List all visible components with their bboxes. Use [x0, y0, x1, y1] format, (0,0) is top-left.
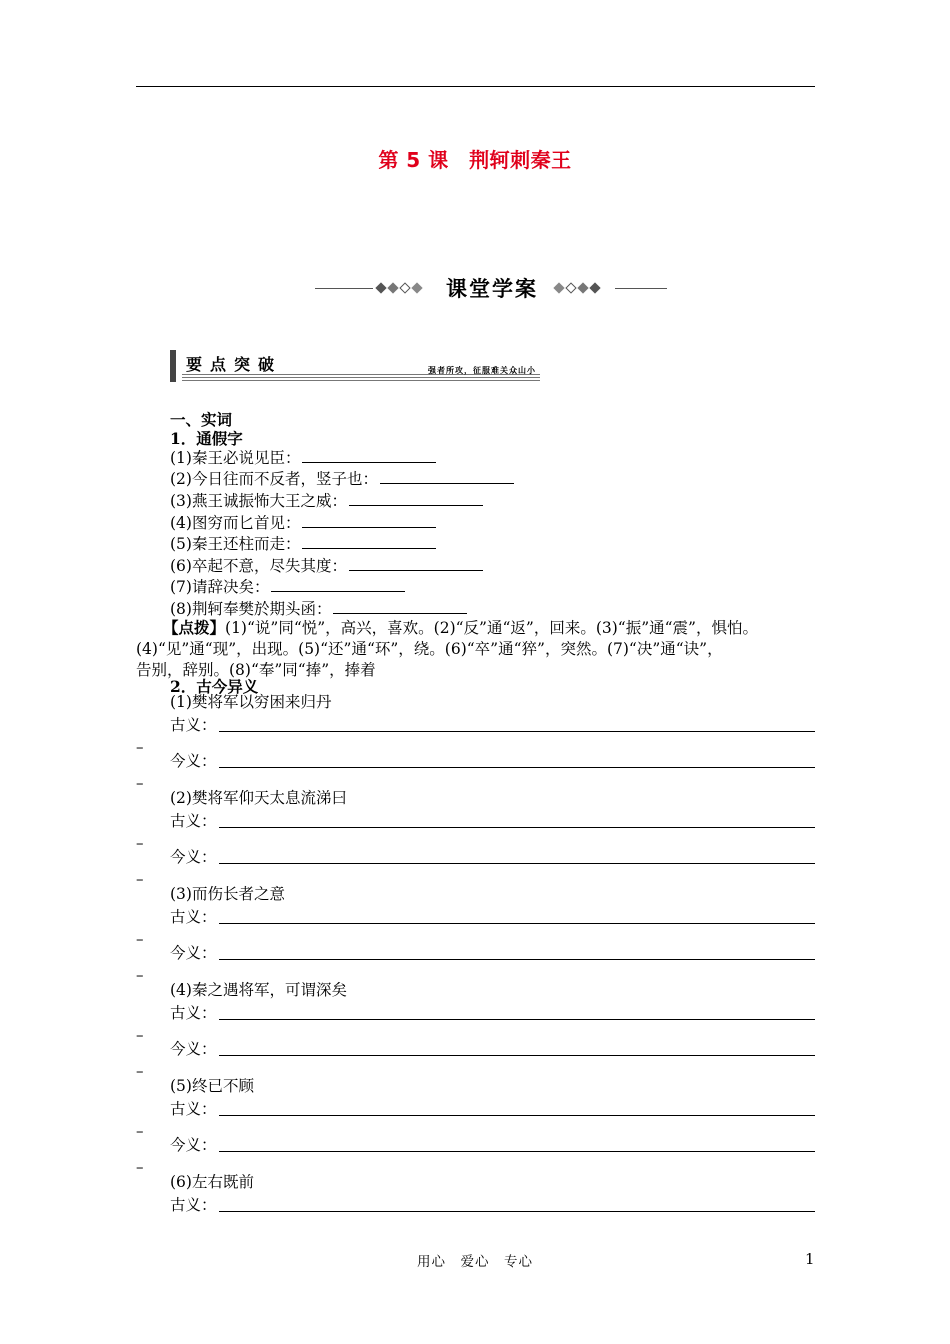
- answer-blank[interactable]: [302, 534, 436, 549]
- banner-ornament-right: [551, 282, 615, 294]
- key-points-title: 要点突破: [186, 355, 283, 374]
- gu-answer-line[interactable]: [219, 923, 815, 924]
- jin-answer-line[interactable]: [219, 1151, 815, 1152]
- gu-answer-line[interactable]: [219, 827, 815, 828]
- gujin-item-5: (5)终已不顾: [170, 1077, 254, 1095]
- key-points-bar: [170, 350, 176, 382]
- item-text: (6)卒起不意，尽失其度：: [170, 557, 347, 575]
- jin-label: 今义：: [170, 1136, 217, 1154]
- heading-gujinyiyi: 2．古今异义: [170, 677, 259, 696]
- item-text: (3)燕王诚振怖大王之威：: [170, 492, 347, 510]
- tongjia-item-6: [170, 556, 483, 577]
- page-number: 1: [805, 1250, 815, 1268]
- gujin-item-6: (6)左右既前: [170, 1173, 254, 1191]
- dash-mark: –: [136, 738, 144, 756]
- dianbo-note: [136, 617, 826, 681]
- item-text: (7)请辞决矣：: [170, 578, 270, 596]
- dash-mark: –: [136, 1158, 144, 1176]
- banner-line-left: [315, 288, 373, 289]
- gu-label: 古义：: [170, 1004, 217, 1022]
- dash-mark: –: [136, 774, 144, 792]
- jin-answer-line[interactable]: [219, 959, 815, 960]
- dash-mark: –: [136, 1122, 144, 1140]
- answer-blank[interactable]: [302, 448, 436, 463]
- item-text: (2)今日往而不反者，竖子也：: [170, 470, 378, 488]
- jin-answer-line[interactable]: [219, 767, 815, 768]
- note-line-1: (1)“说”同“悦”，高兴，喜欢。(2)“反”通“返”，回来。(3)“振”通“震”，惧怕。: [225, 619, 758, 637]
- jin-label: 今义：: [170, 848, 217, 866]
- answer-blank[interactable]: [302, 513, 436, 528]
- item-text: (1)秦王必说见臣：: [170, 449, 301, 467]
- dash-mark: –: [136, 930, 144, 948]
- item-text: (4)图穷而匕首见：: [170, 514, 301, 532]
- footer-text: 用心 爱心 专心: [417, 1254, 533, 1270]
- key-points-box: [170, 350, 542, 384]
- note-line-3: 告别，辞别。(8)“奉”同“捧”，捧着: [136, 661, 376, 679]
- gu-label: 古义：: [170, 812, 217, 830]
- dash-mark: –: [136, 834, 144, 852]
- tongjia-item-1: [170, 448, 436, 469]
- gu-answer-line[interactable]: [219, 1019, 815, 1020]
- note-line-2: (4)“见”通“现”，出现。(5)“还”通“环”，绕。(6)“卒”通“猝”，突然。(7)“决”通“诀”，: [136, 640, 723, 658]
- tongjia-item-3: [170, 491, 483, 512]
- jin-answer-line[interactable]: [219, 1055, 815, 1056]
- header-rule: [136, 86, 815, 87]
- answer-blank[interactable]: [349, 491, 483, 506]
- note-label: 【点拨】: [163, 618, 226, 637]
- jin-label: 今义：: [170, 1040, 217, 1058]
- gu-answer-line[interactable]: [219, 1115, 815, 1116]
- answer-blank[interactable]: [333, 599, 467, 614]
- jin-label: 今义：: [170, 944, 217, 962]
- tongjia-item-2: [170, 469, 514, 490]
- dash-mark: –: [136, 966, 144, 984]
- dash-mark: –: [136, 1062, 144, 1080]
- answer-blank[interactable]: [271, 577, 405, 592]
- gu-answer-line[interactable]: [219, 1211, 815, 1212]
- key-points-motto: 强者所攻，征服难关众山小: [428, 365, 536, 375]
- dash-mark: –: [136, 1026, 144, 1044]
- item-text: (5)秦王还柱而走：: [170, 535, 301, 553]
- gu-label: 古义：: [170, 1100, 217, 1118]
- gujin-item-2: (2)樊将军仰天太息流涕曰: [170, 789, 347, 807]
- answer-blank[interactable]: [349, 556, 483, 571]
- tongjia-item-7: [170, 577, 405, 598]
- section-title: 课堂学案: [446, 277, 538, 301]
- dash-mark: –: [136, 870, 144, 888]
- heading-shici: 一、实词: [170, 410, 233, 429]
- section-banner: [315, 272, 667, 304]
- banner-ornament-left: [373, 282, 437, 294]
- heading-tongjiazi: 1．通假字: [170, 429, 243, 448]
- gu-label: 古义：: [170, 908, 217, 926]
- jin-label: 今义：: [170, 752, 217, 770]
- gujin-item-4: (4)秦之遇将军，可谓深矣: [170, 981, 347, 999]
- gujin-item-3: (3)而伤长者之意: [170, 885, 285, 903]
- tongjia-item-4: [170, 513, 436, 534]
- jin-answer-line[interactable]: [219, 863, 815, 864]
- gu-label: 古义：: [170, 1196, 217, 1214]
- banner-line-right: [615, 288, 667, 289]
- item-text: (8)荆轲奉樊於期头函：: [170, 600, 332, 618]
- lesson-title: 第 5 课 荆轲刺秦王: [378, 148, 572, 172]
- answer-blank[interactable]: [380, 469, 514, 484]
- tongjia-item-5: [170, 534, 436, 555]
- gujin-item-1: (1)樊将军以穷困来归丹: [170, 693, 332, 711]
- gu-label: 古义：: [170, 716, 217, 734]
- gu-answer-line[interactable]: [219, 731, 815, 732]
